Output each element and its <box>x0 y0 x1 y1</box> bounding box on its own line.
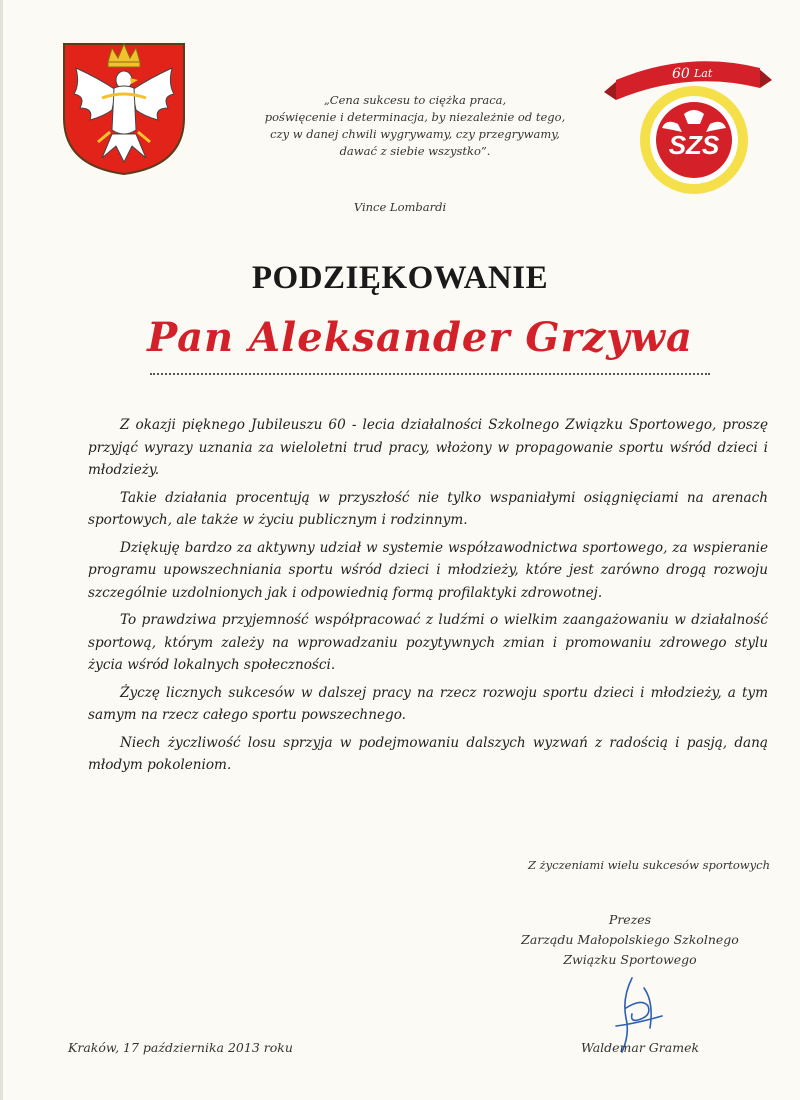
recipient-name: Pan Aleksander Grzywa <box>147 314 693 361</box>
body-paragraph: Z okazji pięknego Jubileuszu 60 - lecia działalności Szkolnego Związku Sportowego, proszę przyjąć wyrazy uznania za wieloletni trud pracy, włożony w propagowanie sportu wśród dzieci i młodzieży. <box>88 417 768 478</box>
logo-years-label: Lat <box>694 67 713 80</box>
signatory-name: Waldemar Gramek <box>580 1040 700 1055</box>
body-paragraph: Dziękuję bardzo za aktywny udział w systemie współzawodnictwa sportowego, za wspieranie programu upowszechniania sportu wśród dzieci i młodzieży, które jest zarówno drogą rozwoju szczególnie uzdolnionych jak i odpowiednią formą profilaktyki zdrowotnej. <box>88 539 768 601</box>
logo-years: 60 <box>672 66 690 82</box>
quote-line: czy w danej chwili wygrywamy, czy przegrywamy, <box>270 127 560 141</box>
signatory-block <box>470 910 790 970</box>
body-paragraph: Takie działania procentują w przyszłość nie tylko wspaniałymi osiągnięciami na arenach sportowych, ale także w życiu publicznym i rodzinnym. <box>88 489 768 528</box>
letter-body <box>88 414 768 782</box>
quote-line: poświęcenie i determinacja, by niezależnie od tego, <box>264 110 566 124</box>
quote-line: dawać z siebie wszystko”. <box>339 144 491 158</box>
signatory-org-line: Związku Sportowego <box>563 952 697 967</box>
body-paragraph: Niech życzliwość losu sprzyja w podejmowaniu dalszych wyzwań z radością i pasją, daną młodym pokoleniom. <box>88 734 768 773</box>
quote-line: „Cena sukcesu to ciężka praca, <box>323 93 507 107</box>
closing-wishes: Z życzeniami wielu sukcesów sportowych <box>527 858 770 872</box>
quote-author: Vince Lombardi <box>353 200 447 214</box>
signatory-org-line: Zarządu Małopolskiego Szkolnego <box>521 932 739 947</box>
body-paragraph: Życzę licznych sukcesów w dalszej pracy na rzecz rozwoju sportu dzieci i młodzieży, a tym samym na rzecz całego sportu powszechnego. <box>88 684 768 723</box>
szs-60-years-logo <box>596 40 776 200</box>
body-paragraph: To prawdziwa przyjemność współpracować z ludźmi o wielkim zaangażowaniu w działalność sportową, którym zależy na wprowadzaniu pozytywnych zmian i promowaniu zdrowego stylu życia wśród lokalnych społeczności. <box>88 612 768 673</box>
recipient-dotted-line <box>150 373 710 375</box>
signatory-title: Prezes <box>608 912 652 927</box>
place-and-date: Kraków, 17 października 2013 roku <box>68 1040 293 1055</box>
motto-quote <box>250 92 580 160</box>
malopolska-coat-of-arms-icon <box>58 38 190 178</box>
szs-initials: SZS <box>668 130 720 160</box>
document-title: PODZIĘKOWANIE <box>251 260 549 296</box>
